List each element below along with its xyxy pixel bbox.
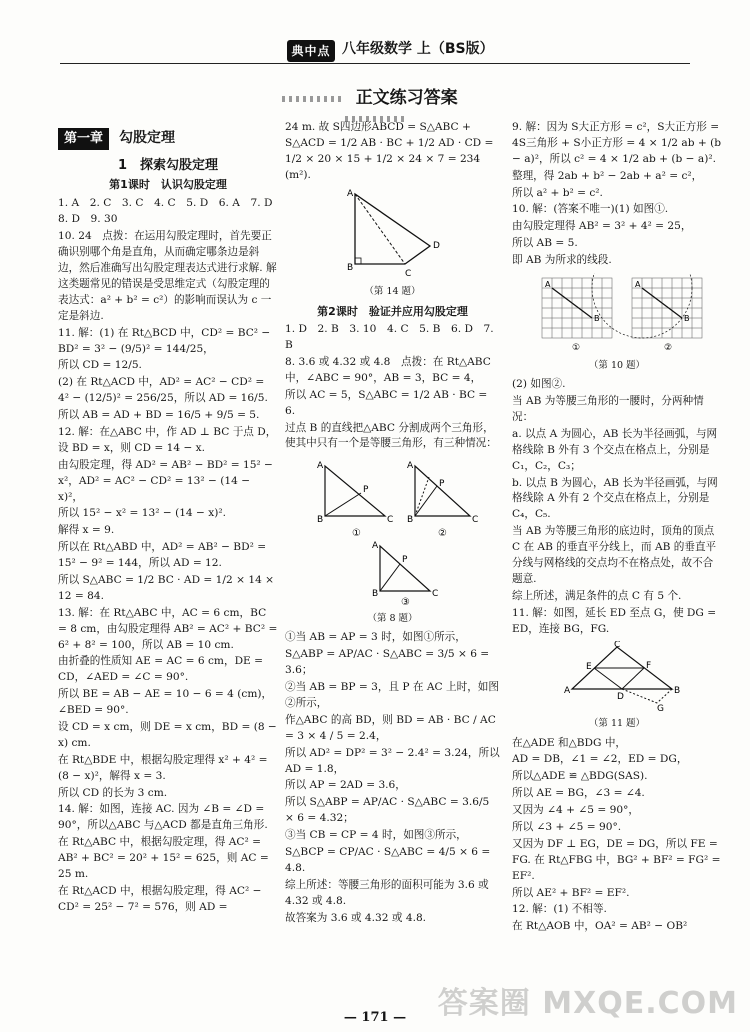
- figure-14: [285, 188, 500, 300]
- quadrilateral-diagram: [285, 188, 500, 280]
- figure-caption: （第 11 题）: [588, 718, 646, 730]
- answer-line: 12. 解：(1) 不相等.: [512, 903, 607, 916]
- answer-line: 14. 解：如图，连接 AC. 因为 ∠B = ∠D = 90°，所以△ABC 与△ACD 都是直角三角形.: [58, 803, 268, 832]
- answer-line: 所以 AD² = DP² = 3² − 2.4² = 3.24，所以 AD = 1.8，: [285, 746, 500, 775]
- figure-caption: （第 8 题）: [367, 613, 418, 625]
- svg-text:B: B: [594, 314, 600, 324]
- svg-text:E: E: [586, 662, 592, 673]
- answer-line: AD = DB，∠1 = ∠2，ED = DG，: [512, 753, 688, 766]
- answer-line: 所以 AB = 5.: [512, 237, 578, 250]
- svg-text:C: C: [432, 589, 439, 600]
- answer-line: 整理，得 2ab + b² − 2ab + a² = c²，: [512, 169, 703, 182]
- answer-line: ①当 AB = AP = 3 时，如图①所示，: [285, 631, 466, 644]
- answer-line: 由勾股定理得 AB² = 3² + 4² = 25，: [512, 220, 692, 233]
- book-title: 八年级数学 上（BS版）: [342, 41, 494, 57]
- answer-line: 所以 AB = AD + BD = 16/5 + 9/5 = 5.: [58, 409, 260, 422]
- svg-text:A: A: [407, 461, 414, 472]
- answer-line: 所以 S△ABP = AP/AC · S△ABC = 3.6/5 × 6 = 4.32；: [285, 796, 490, 825]
- answer-line: 9. 解：因为 S大正方形 = c²，S大正方形 = 4S三角形 + S小正方形 = 4 × 1/2 ab + (b − a)²，所以 c² = 4 × 1/2 ab + (b − a)².: [512, 121, 722, 165]
- answer-line: 11. 解：(1) 在 Rt△BCD 中，CD² = BC² − BD² = 3² − (9/5)² = 144/25，: [58, 326, 271, 355]
- answer-line: (2) 在 Rt△ACD 中，AD² = AC² − CD² = 4² − (12/5)² = 256/25，所以 AD = 16/5.: [58, 376, 268, 405]
- answer-line: 所以 15² − x² = 13² − (14 − x)².: [58, 507, 227, 520]
- figure-10: [512, 273, 722, 373]
- svg-text:C: C: [472, 515, 479, 526]
- answer-line: 当 AB 为等腰三角形的底边时，顶角的顶点 C 在 AB 的垂直平分线上，而 AB 的垂直平分线与网格线的交点均不在格点处，故不合题意.: [512, 525, 717, 585]
- figure-label: ②: [664, 343, 673, 354]
- answer-line: (2) 如图②.: [512, 378, 566, 391]
- chapter-heading: [58, 128, 278, 150]
- section-heading: 1 探索勾股定理: [117, 157, 219, 173]
- answer-line: 所以 CD 的长为 3 cm.: [58, 786, 168, 799]
- answer-line: 故答案为 3.6 或 4.32 或 4.8.: [285, 911, 427, 924]
- svg-text:G: G: [657, 704, 664, 712]
- answer-line: 11. 解：如图，延长 ED 至点 G，使 DG = ED，连接 BG，FG.: [512, 606, 717, 635]
- svg-text:C: C: [405, 268, 412, 279]
- answers-banner: [255, 86, 495, 112]
- svg-text:A: A: [372, 541, 379, 552]
- answer-column-1: [58, 120, 278, 917]
- answer-line: 在 Rt△BDE 中，根据勾股定理得 x² + 4² = (8 − x)²，解得 x = 3.: [58, 753, 268, 782]
- svg-text:A: A: [317, 461, 324, 472]
- triangle-partition-diagrams: [285, 456, 500, 606]
- answer-line: ③当 CB = CP = 4 时，如图③所示，: [285, 829, 467, 842]
- answer-line: 又因为 ∠4 + ∠5 = 90°，: [512, 804, 639, 817]
- svg-text:P: P: [439, 479, 445, 490]
- answer-lines: [285, 120, 500, 184]
- svg-text:C: C: [614, 641, 621, 651]
- figure-label: ①: [572, 343, 581, 354]
- figure-11: [512, 641, 722, 731]
- figure-label: ②: [438, 528, 447, 540]
- answer-line: 综上所述：等腰三角形的面积可能为 3.6 或 4.32 或 4.8.: [285, 878, 489, 907]
- page-number: — 171 —: [343, 1010, 407, 1025]
- answer-line: 作△ABC 的高 BD，则 BD = AB · BC / AC = 3 × 4 / 5 = 2.4，: [285, 713, 496, 742]
- answer-line: 1. A 2. C 3. C 4. C 5. D 6. A 7. D: [58, 196, 273, 209]
- answer-lines: [58, 196, 278, 916]
- answer-line: 所以在 Rt△ABD 中，AD² = AB² − BD² = 15² − 9² = 144，所以 AD = 12.: [58, 541, 267, 570]
- answer-line: 13. 解：在 Rt△ABC 中，AC = 6 cm，BC = 8 cm，由勾股定理得 AB² = AC² + BC² = 6² + 8² = 100，所以 AB = 10 cm.: [58, 606, 278, 651]
- answer-line: 12. 解：在△ABC 中，作 AD ⊥ BC 于点 D，设 BD = x，则 CD = 14 − x.: [58, 425, 277, 454]
- banner-decoration-left: [282, 96, 342, 102]
- answer-lines: [512, 120, 722, 269]
- answer-line: 所以△ADE ≌ △BDG(SAS).: [512, 770, 648, 783]
- svg-text:A: A: [564, 686, 571, 697]
- answer-lines: [512, 736, 722, 936]
- svg-text:B: B: [372, 589, 379, 600]
- answer-line: 综上所述，满足条件的点 C 有 5 个.: [512, 589, 682, 602]
- answer-line: b. 以点 B 为圆心，AB 长为半径画弧，与网格线除 A 外有 2 个交点在格点上，分别是 C₄，C₅.: [512, 476, 718, 521]
- answer-line: 所以 AE = BG，∠3 = ∠4.: [512, 787, 645, 800]
- watermark: 答案圈 MXQE.COM: [437, 986, 738, 1021]
- answer-line: 当 AB 为等腰三角形的一腰时，分两种情况：: [512, 395, 704, 423]
- answer-column-2: [285, 120, 500, 928]
- figure-caption: （第 14 题）: [364, 286, 421, 298]
- svg-text:P: P: [363, 485, 369, 496]
- answer-line: 1. D 2. B 3. 10 4. C 5. B 6. D 7. B: [285, 323, 494, 352]
- answer-line: 8. 3.6 或 4.32 或 4.8 点拨：在 Rt△ABC 中，∠ABC = 90°，AB = 3，BC = 4，: [285, 355, 491, 384]
- svg-text:D: D: [433, 240, 440, 251]
- answer-line: 8. D 9. 30: [58, 213, 118, 226]
- book-logo: 典中点: [287, 40, 335, 62]
- answer-line: 在 Rt△ACD 中，根据勾股定理，得 AC² − CD² = 25² − 7² = 576，则 AD =: [58, 884, 262, 913]
- lesson-heading: 第2课时 验证并应用勾股定理: [317, 304, 468, 318]
- grid-diagrams: [512, 273, 722, 353]
- answer-line: 10. 24 点拨：在运用勾股定理时，首先要正确识别哪个角是直角，从而确定哪条边是斜边，然后准确写出勾股定理表达式进行求解. 解这类题常见的错误是受思维定式（勾股定理的表达式：a² + b² = c²）的影响而误认为 c 一定是斜边.: [58, 230, 277, 322]
- chapter-number: 第一章: [58, 128, 109, 150]
- page-header: [0, 0, 750, 70]
- answer-line: 解得 x = 9.: [58, 524, 115, 537]
- answer-line: 在 Rt△AOB 中，OA² = AB² − OB²: [512, 920, 688, 933]
- figure-label: ③: [401, 597, 410, 607]
- answer-line: 所以 S△ABC = 1/2 BC · AD = 1/2 × 14 × 12 = 84.: [58, 573, 275, 602]
- answer-line: 由折叠的性质知 AE = AC = 6 cm，DE = CD，∠AED = ∠C = 90°.: [58, 655, 264, 684]
- svg-text:A: A: [347, 188, 354, 199]
- answer-line: 所以 a² + b² = c².: [512, 186, 603, 199]
- answer-lines: [285, 630, 500, 926]
- answer-line: S△BCP = CP/AC · S△ABC = 4/5 × 6 = 4.8.: [285, 846, 491, 874]
- answer-line: a. 以点 A 为圆心，AB 长为半径画弧，与网格线除 B 外有 3 个交点在格点上，分别是 C₁，C₂，C₃；: [512, 427, 718, 472]
- answer-line: 即 AB 为所求的线段.: [512, 254, 612, 267]
- svg-text:B: B: [684, 314, 690, 324]
- answer-line: 设 CD = x cm，则 DE = x cm，BD = (8 − x) cm.: [58, 721, 277, 749]
- svg-text:B: B: [347, 262, 354, 273]
- figure-caption: （第 10 题）: [588, 359, 646, 371]
- svg-text:A: A: [635, 280, 641, 290]
- svg-text:B: B: [674, 686, 681, 697]
- chapter-name: 勾股定理: [119, 130, 176, 147]
- answer-line: S△ABP = AP/AC · S△ABC = 3/5 × 6 = 3.6；: [285, 648, 490, 677]
- answer-line: 10. 解：(答案不唯一)(1) 如图①.: [512, 203, 669, 216]
- answer-line: 所以 BE = AB − AE = 10 − 6 = 4 (cm)，∠BED = 90°.: [58, 688, 273, 717]
- answer-line: 过点 B 的直线把△ABC 分割成两个三角形，使其中只有一个是等腰三角形，有三种情况：: [285, 421, 497, 450]
- triangle-construction-diagram: [512, 641, 722, 711]
- svg-text:B: B: [317, 515, 324, 526]
- answer-line: 所以 CD = 12/5.: [58, 359, 142, 372]
- lesson-heading: 第1课时 认识勾股定理: [109, 178, 227, 191]
- answer-line: 所以 AE² + BF² = EF².: [512, 886, 630, 899]
- answer-line: 由勾股定理，得 AD² = AB² − BD² = 15² − x²，AD² = AC² − CD² = 13² − (14 − x)²，: [58, 458, 273, 503]
- answer-line: 24 m. 故 S四边形ABCD = S△ABC + S△ACD = 1/2 AB · BC + 1/2 AD · CD = 1/2 × 20 × 15 + 1/2 × 24 × 7 = 234 (m²).: [285, 121, 494, 181]
- svg-text:B: B: [407, 515, 414, 526]
- answer-lines: [285, 322, 500, 452]
- svg-text:D: D: [617, 692, 624, 703]
- banner-title: 正文练习答案: [355, 88, 458, 108]
- answer-line: 所以 AP = 2AD = 3.6，: [285, 779, 406, 792]
- answer-line: 所以 AC = 5，S△ABC = 1/2 AB · BC = 6.: [285, 388, 488, 417]
- svg-text:A: A: [545, 280, 551, 290]
- svg-text:F: F: [646, 661, 652, 672]
- answer-line: 在△ADE 和△BDG 中，: [512, 736, 627, 749]
- answer-line: 在 Rt△ABC 中，根据勾股定理，得 AC² = AB² + BC² = 20² + 15² = 625，则 AC = 25 m.: [58, 836, 269, 881]
- answer-line: 所以 ∠3 + ∠5 = 90°.: [512, 821, 622, 833]
- answer-line: 又因为 DF ⊥ EG，DE = DG，所以 FE = FG. 在 Rt△FBG 中，BG² + BF² = FG² = EF².: [512, 837, 721, 882]
- svg-text:C: C: [387, 515, 394, 526]
- svg-text:P: P: [402, 555, 408, 566]
- header-rule: [60, 63, 690, 64]
- answer-column-3: [512, 120, 722, 936]
- answer-lines: [512, 377, 722, 637]
- figure-label: ①: [352, 528, 361, 540]
- answer-line: ②当 AB = BP = 3，且 P 在 AC 上时，如图②所示，: [285, 681, 499, 710]
- figure-8: [285, 456, 500, 626]
